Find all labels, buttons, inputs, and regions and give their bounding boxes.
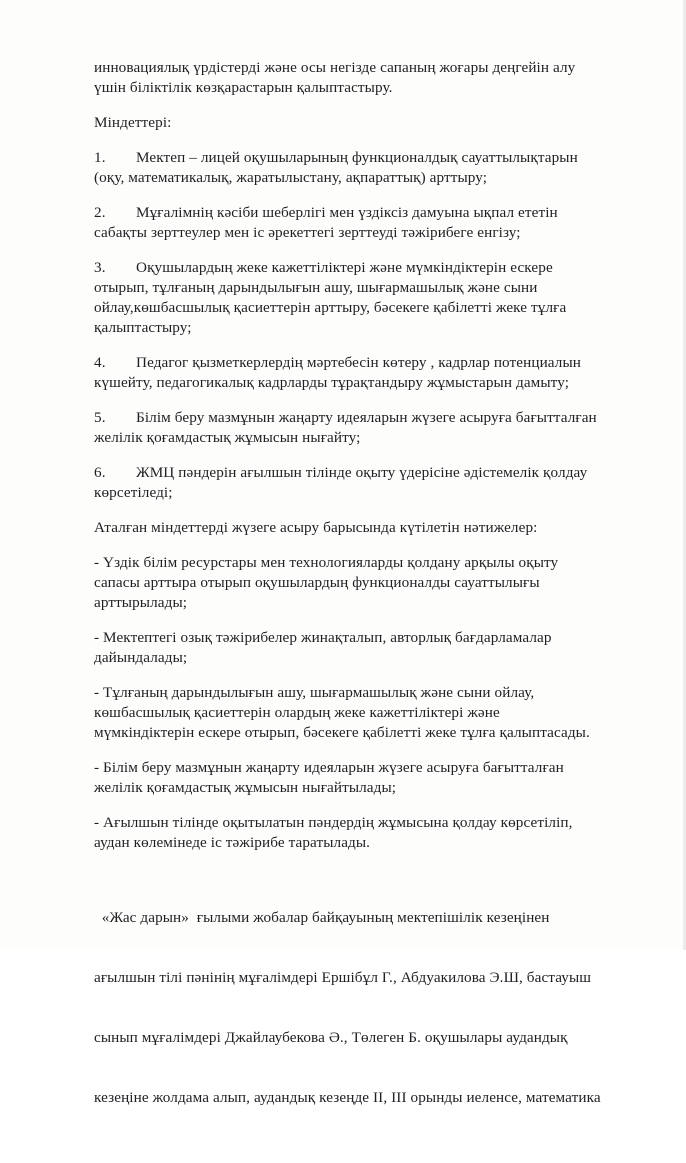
text-line: аудан көлемінеде іс тәжірибе таратылады. [94, 834, 371, 851]
intro-paragraph [94, 58, 636, 98]
text-line: үшін біліктілік көзқарастарын қалыптастыру. [94, 79, 393, 96]
task-number: 2. [94, 204, 106, 221]
text-line [94, 203, 636, 223]
text-line: қалыптастыру; [94, 319, 192, 336]
task-text: Мектеп – лицей оқушыларының функционалдық сауаттылықтарын [136, 149, 578, 166]
text-line: дайындалады; [94, 649, 188, 666]
text-line: кезеңіне жолдама алып, аудандық кезеңде II, III орынды иеленсе, математика [94, 1089, 601, 1106]
text-line: «Жас дарын» ғылыми жобалар байқауының мектепішілік кезеңінен [94, 909, 550, 926]
text-line [94, 463, 636, 483]
result-item-4 [94, 758, 636, 798]
text-line: ойлау,көшбасшылық қасиеттерін арттыру, бәсекеге қабілетті жеке тұлға [94, 299, 567, 316]
task-text: Білім беру мазмұнын жаңарту идеяларын жүзеге асыруға бағытталған [136, 409, 597, 426]
text-line: - Ағылшын тілінде оқытылатын пәндердің жұмысына қолдау көрсетіліп, [94, 814, 573, 831]
text-line: желілік қоғамдастық жұмысын нығайту; [94, 429, 361, 446]
task-text: Оқушылардың жеке кажеттіліктері және мүмкіндіктерін ескере [136, 259, 553, 276]
text-line: сапасы арттыра отырып оқушылардың функционалды сауаттылығы [94, 574, 540, 591]
text-line: сынып мұғалімдері Джайлаубекова Ә., Төлеген Б. оқушылары аудандық [94, 1029, 568, 1046]
text-line: - Тұлғаның дарындылығын ашу, шығармашылық және сыни ойлау, [94, 684, 535, 701]
task-number: 4. [94, 354, 106, 371]
result-item-5 [94, 813, 636, 853]
text-line: (оқу, математикалық, жаратылыстану, ақпараттық) арттыру; [94, 169, 488, 186]
task-number: 6. [94, 464, 106, 481]
text-line: көрсетіледі; [94, 484, 173, 501]
text-line [94, 353, 636, 373]
task-number: 5. [94, 409, 106, 426]
text-line: - Үздік білім ресурстары мен технологияларды қолдану арқылы оқыту [94, 554, 559, 571]
result-item-1 [94, 553, 636, 613]
text-line: желілік қоғамдастық жұмысын нығайтылады; [94, 779, 397, 796]
text-line: отырып, тұлғаның дарындылығын ашу, шығармашылық және сыни [94, 279, 538, 296]
result-item-2 [94, 628, 636, 668]
text-line: - Білім беру мазмұнын жаңарту идеяларын жүзеге асыруға бағытталған [94, 759, 564, 776]
document-body [94, 58, 636, 1163]
text-line [94, 148, 636, 168]
text-line: сабақты зерттеулер мен іс әрекеттегі зерттеуді тәжірибеге енгізу; [94, 224, 521, 241]
task-item-5 [94, 408, 636, 448]
task-text: Мұғалімнің кәсіби шеберлігі мен үздіксіз дамуына ықпал ететін [136, 204, 558, 221]
task-text: ЖМЦ пәндерін ағылшын тілінде оқыту үдерісіне әдістемелік қолдау [136, 464, 588, 481]
text-line [94, 258, 636, 278]
text-line: - Мектептегі озық тәжірибелер жинақталып, авторлық бағдарламалар [94, 629, 552, 646]
task-item-4 [94, 353, 636, 393]
task-number: 1. [94, 149, 106, 166]
task-item-2 [94, 203, 636, 243]
text-line [94, 408, 636, 428]
text-line: күшейту, педагогикалық кадрларды тұрақтандыру жұмыстарын дамыту; [94, 374, 570, 391]
result-item-3 [94, 683, 636, 743]
task-item-1 [94, 148, 636, 188]
results-heading: Аталған міндеттерді жүзеге асыру барысында күтілетін нәтижелер: [94, 519, 538, 536]
closing-paragraph [94, 868, 636, 1148]
text-line: көшбасшылық қасиеттерін олардың жеке кажеттіліктері және [94, 704, 500, 721]
text-line: ағылшын тілі пәнінің мұғалімдері Ершібұл Г., Абдуакилова Э.Ш, бастауыш [94, 969, 592, 986]
task-item-6 [94, 463, 636, 503]
text-line: мүмкіндіктерін ескере отырып, бәсекеге қабілетті жеке тұлға қалыптасады. [94, 724, 590, 741]
task-text: Педагог қызметкерлердің мәртебесін көтеру , кадрлар потенциалын [136, 354, 581, 371]
text-line: инновациялық үрдістерді және осы негізде сапаның жоғары деңгейін алу [94, 59, 576, 76]
text-line: арттырылады; [94, 594, 188, 611]
tasks-heading: Міндеттері: [94, 114, 172, 131]
task-item-3 [94, 258, 636, 338]
task-number: 3. [94, 259, 106, 276]
